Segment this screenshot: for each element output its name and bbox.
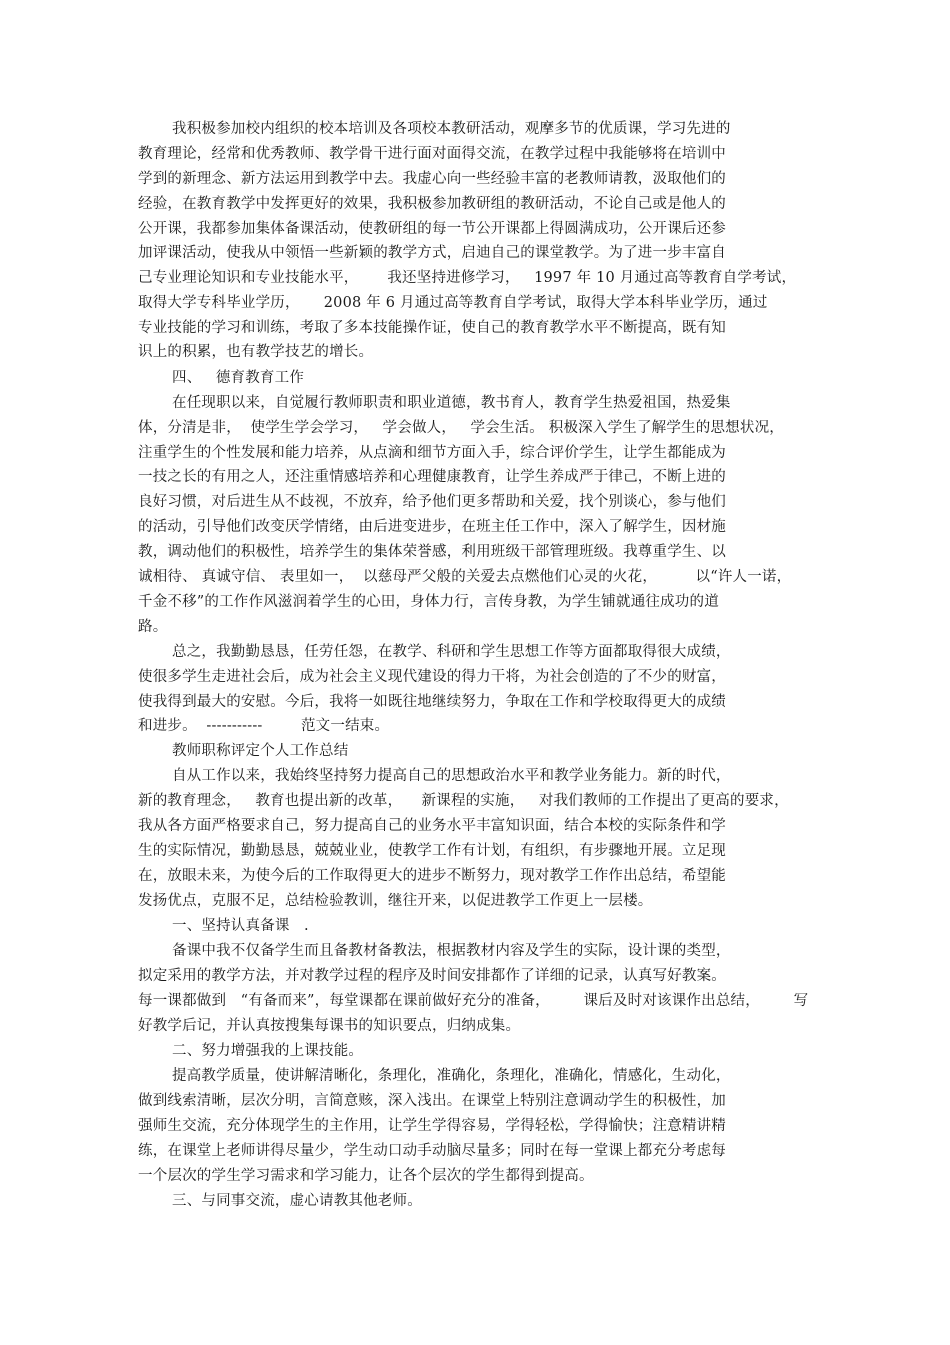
text-line: 使很多学生走进社会后，成为社会主义现代建设的得力干将，为社会创造的了不少的财富， xyxy=(138,669,726,685)
text-line: 良好习惯，对后进生从不歧视，不放弃，给予他们更多帮助和关爱，找个别谈心，参与他们 xyxy=(138,494,726,510)
text-line: 提高教学质量，使讲解清晰化，条理化，准确化，条理化，准确化，情感化，生动化， xyxy=(172,1068,731,1084)
text-line: 我从各方面严格要求自己，努力提高自己的业务水平丰富知识面，结合本校的实际条件和学 xyxy=(138,818,726,834)
text-line: 路。 xyxy=(138,619,168,635)
text-line: 练，在课堂上老师讲得尽量少，学生动口动手动脑尽量多；同时在每一堂课上都充分考虑每 xyxy=(138,1143,726,1159)
text-line: 我积极参加校内组织的校本培训及各项校本教研活动，观摩多节的优质课，学习先进的 xyxy=(172,121,731,137)
text-line: 拟定采用的教学方法，并对教学过程的程序及时间安排都作了详细的记录，认真写好教案。 xyxy=(138,968,726,984)
text-line: 己专业理论知识和专业技能水平， 我还坚持进修学习， 1997 年 10 月通过高等教育自学考试， xyxy=(138,270,797,286)
document-title: 教师职称评定个人工作总结 xyxy=(172,743,349,759)
text-line: 做到线索清晰，层次分明，言简意赅，深入浅出。在课堂上特别注意调动学生的积极性，加 xyxy=(138,1093,726,1109)
text-line: 公开课，我都参加集体备课活动，使教研组的每一节公开课都上得圆满成功，公开课后还参 xyxy=(138,221,726,237)
text-line: 使我得到最大的安慰。今后，我将一如既往地继续努力，争取在工作和学校取得更大的成绩 xyxy=(138,694,726,710)
text-line: 在任现职以来，自觉履行教师职责和职业道德，教书育人，教育学生热爱祖国，热爱集 xyxy=(172,395,731,411)
text-line: 经验，在教育教学中发挥更好的效果，我积极参加教研组的教研活动，不论自己或是他人的 xyxy=(138,196,726,212)
section-heading: 二、努力增强我的上课技能。 xyxy=(172,1043,364,1059)
text-line: 注重学生的个性发展和能力培养，从点滴和细节方面入手，综合评价学生，让学生都能成为 xyxy=(138,445,726,461)
text-line: 教，调动他们的积极性，培养学生的集体荣誉感，利用班级干部管理班级。我尊重学生、以 xyxy=(138,544,726,560)
section-heading: 一、坚持认真备课 . xyxy=(172,918,309,934)
text-line: 专业技能的学习和训练，考取了多本技能操作证，使自己的教育教学水平不断提高，既有知 xyxy=(138,320,726,336)
text-line: 好教学后记，并认真按搜集每课书的知识要点，归纳成集。 xyxy=(138,1018,521,1034)
text-line: 一技之长的有用之人，还注重情感培养和心理健康教育，让学生养成严于律己，不断上进的 xyxy=(138,469,726,485)
text-line: 总之，我勤勤恳恳，任劳任怨，在教学、科研和学生思想工作等方面都取得很大成绩， xyxy=(172,644,731,660)
text-line: 取得大学专科毕业学历， 2008 年 6 月通过高等教育自学考试，取得大学本科毕业学历，通过 xyxy=(138,295,768,311)
text-line: 加评课活动，使我从中领悟一些新颖的教学方式，启迪自己的课堂教学。为了进一步丰富自 xyxy=(138,245,726,261)
text-line: 的活动，引导他们改变厌学情绪，由后进变进步，在班主任工作中，深入了解学生，因材施 xyxy=(138,519,726,535)
text-line: 诚相待、 真诚守信、 表里如一， 以慈母严父般的关爱去点燃他们心灵的火花， 以“许人一诺， xyxy=(138,569,792,585)
text-line: 生的实际情况，勤勤恳恳，兢兢业业，使教学工作有计划，有组织，有步骤地开展。立足现 xyxy=(138,843,726,859)
section-heading: 三、与同事交流，虚心请教其他老师。 xyxy=(172,1193,422,1209)
text-line: 和进步。 ----------- 范文一结束。 xyxy=(138,718,390,734)
text-line: 每一课都做到 “有备而来”，每堂课都在课前做好充分的准备， 课后及时对该课作出总结， 写 xyxy=(138,993,809,1009)
text-line: 在，放眼未来，为使今后的工作取得更大的进步不断努力，现对教学工作作出总结，希望能 xyxy=(138,868,726,884)
text-line: 千金不移”的工作作风滋润着学生的心田，身体力行，言传身教，为学生铺就通往成功的道 xyxy=(138,594,719,610)
text-line: 体，分清是非， 使学生学会学习， 学会做人， 学会生活。 积极深入学生了解学生的思想状况， xyxy=(138,420,784,436)
text-line: 自从工作以来，我始终坚持努力提高自己的思想政治水平和教学业务能力。新的时代， xyxy=(172,768,731,784)
text-line: 发扬优点，克服不足，总结检验教训，继往开来，以促进教学工作更上一层楼。 xyxy=(138,893,653,909)
text-line: 识上的积累，也有教学技艺的增长。 xyxy=(138,344,374,360)
text-line: 强师生交流，充分体现学生的主作用，让学生学得容易，学得轻松，学得愉快；注意精讲精 xyxy=(138,1118,726,1134)
text-line: 一个层次的学生学习需求和学习能力，让各个层次的学生都得到提高。 xyxy=(138,1168,594,1184)
text-line: 教育理论，经常和优秀教师、教学骨干进行面对面得交流，在教学过程中我能够将在培训中 xyxy=(138,146,726,162)
text-line: 新的教育理念， 教育也提出新的改革， 新课程的实施， 对我们教师的工作提出了更高的要求， xyxy=(138,793,789,809)
text-line: 备课中我不仅备学生而且备教材备教法，根据教材内容及学生的实际，设计课的类型， xyxy=(172,943,731,959)
section-heading: 四、 德育教育工作 xyxy=(172,370,305,386)
text-line: 学到的新理念、新方法运用到教学中去。我虚心向一些经验丰富的老教师请教，汲取他们的 xyxy=(138,171,726,187)
